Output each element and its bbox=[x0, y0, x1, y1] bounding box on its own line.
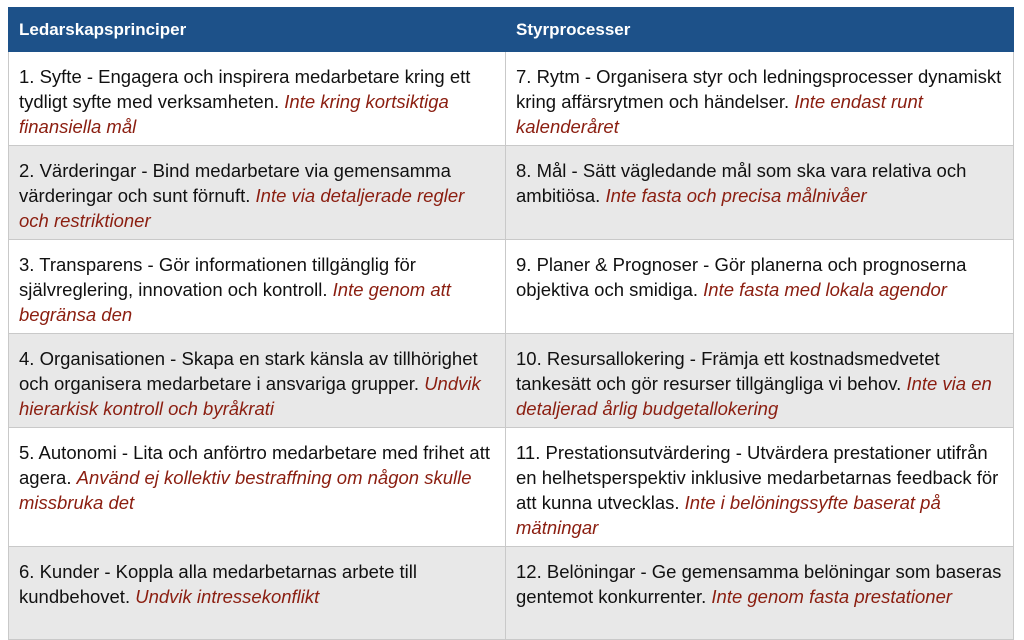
table-cell bbox=[506, 547, 1014, 640]
cell-text: 9. Planer & Prognoser - Gör planerna och prognoserna objektiva och smidiga. bbox=[516, 254, 967, 300]
cell-note: Inte genom att begränsa den bbox=[19, 279, 451, 325]
cell-note: Inte fasta och precisa målnivåer bbox=[605, 185, 867, 206]
table-cell bbox=[9, 334, 506, 428]
cell-text: 7. Rytm - Organisera styr och ledningsprocesser dynamiskt kring affärsrytmen och händelser. bbox=[516, 66, 1002, 112]
cell-note: Inte i belöningssyfte baserat på mätningar bbox=[516, 492, 941, 538]
principles-table bbox=[8, 7, 1014, 640]
cell-note: Inte fasta med lokala agendor bbox=[703, 279, 947, 300]
table-cell bbox=[506, 428, 1014, 547]
cell-text: 3. Transparens - Gör informationen tillgänglig för självreglering, innovation och kontroll. bbox=[19, 254, 416, 300]
column-header-styrprocesser: Styrprocesser bbox=[506, 8, 1014, 52]
cell-note: Inte kring kortsiktiga finansiella mål bbox=[19, 91, 449, 137]
table-cell bbox=[9, 240, 506, 334]
cell-note: Använd ej kollektiv bestraffning om någon skulle missbruka det bbox=[19, 467, 472, 513]
table-row bbox=[9, 52, 1014, 146]
table-row bbox=[9, 547, 1014, 640]
table-row bbox=[9, 428, 1014, 547]
cell-note: Inte endast runt kalenderåret bbox=[516, 91, 923, 137]
table-row bbox=[9, 334, 1014, 428]
cell-note: Inte genom fasta prestationer bbox=[711, 586, 953, 607]
column-header-ledarskapsprinciper: Ledarskapsprinciper bbox=[9, 8, 506, 52]
cell-note: Undvik hierarkisk kontroll och byråkrati bbox=[19, 373, 481, 419]
table-cell bbox=[9, 428, 506, 547]
table-cell bbox=[506, 240, 1014, 334]
cell-note: Undvik intressekonflikt bbox=[135, 586, 320, 607]
table-row bbox=[9, 146, 1014, 240]
cell-text: 12. Belöningar - Ge gemensamma belöningar som baseras gentemot konkurrenter. bbox=[516, 561, 1002, 607]
cell-text: 5. Autonomi - Lita och anförtro medarbetare med frihet att agera. bbox=[19, 442, 490, 488]
cell-text: 10. Resursallokering - Främja ett kostnadsmedvetet tankesätt och gör resurser tillgängliga vi behov. bbox=[516, 348, 940, 394]
header-row bbox=[9, 8, 1014, 52]
table-cell bbox=[9, 52, 506, 146]
cell-note: Inte via en detaljerad årlig budgetallokering bbox=[516, 373, 992, 419]
table-cell bbox=[506, 52, 1014, 146]
cell-text: 2. Värderingar - Bind medarbetare via gemensamma värderingar och sunt förnuft. bbox=[19, 160, 451, 206]
cell-text: 6. Kunder - Koppla alla medarbetarnas arbete till kundbehovet. bbox=[19, 561, 417, 607]
table-cell bbox=[9, 146, 506, 240]
cell-text: 8. Mål - Sätt vägledande mål som ska vara relativa och ambitiösa. bbox=[516, 160, 967, 206]
cell-text: 11. Prestationsutvärdering - Utvärdera prestationer utifrån en helhetsperspektiv inklusive medarbetarnas feedback för att kunna utvecklas. bbox=[516, 442, 999, 513]
cell-text: 1. Syfte - Engagera och inspirera medarbetare kring ett tydligt syfte med verksamheten. bbox=[19, 66, 471, 112]
table-cell bbox=[506, 334, 1014, 428]
table-cell bbox=[9, 547, 506, 640]
cell-note: Inte via detaljerade regler och restriktioner bbox=[19, 185, 465, 231]
cell-text: 4. Organisationen - Skapa en stark känsla av tillhörighet och organisera medarbetare i ansvariga grupper. bbox=[19, 348, 478, 394]
table-cell bbox=[506, 146, 1014, 240]
table-row bbox=[9, 240, 1014, 334]
